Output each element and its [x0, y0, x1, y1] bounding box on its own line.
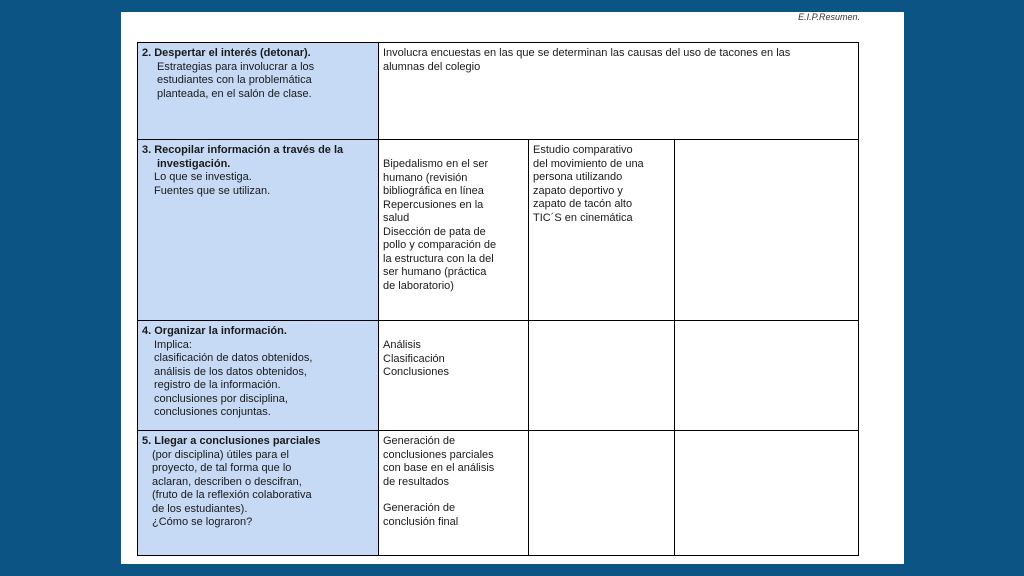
step-5-title: 5. Llegar a conclusiones parciales [142, 435, 321, 447]
step-3-col3-cell [675, 140, 859, 321]
step-4-col2-cell [529, 321, 675, 431]
step-3-col1-line: ser humano (práctica [383, 266, 487, 278]
step-4-title: 4. Organizar la información. [142, 325, 287, 337]
step-3-col2-line: zapato deportivo y [533, 184, 623, 197]
step-4-col1-line: Análisis [383, 339, 421, 351]
page-header: E.I.P.Resumen. [798, 12, 860, 22]
step-2-line: planteada, en el salón de clase. [157, 87, 312, 100]
step-3-title: 3. Recopilar información a través de la [142, 144, 344, 156]
step-2-title: 2. Despertar el interés (detonar). [142, 47, 311, 59]
step-3-col1-line: bibliográfica en línea [383, 185, 484, 197]
step-3-col2-line: zapato de tacón alto [533, 198, 633, 210]
step-3-line: Fuentes que se utilizan. [154, 184, 271, 197]
step-4-line: Implica: [154, 338, 192, 351]
step-3-col1-line: pollo y comparación de [383, 239, 497, 251]
step-3-col1-line: humano (revisión [383, 171, 468, 184]
table-row [138, 140, 859, 321]
step-5-cell [138, 431, 379, 556]
step-4-col3-cell [675, 321, 859, 431]
step-2-content: alumnas del colegio [383, 60, 481, 73]
step-3-col1-line: salud [383, 212, 410, 224]
step-3-col1-cell [379, 140, 529, 321]
step-4-line: registro de la información. [154, 379, 281, 391]
document-page [121, 12, 904, 564]
step-5-col1-line: Generación de [383, 502, 456, 514]
step-3-col2-line: del movimiento de una [533, 157, 644, 170]
table-row [138, 431, 859, 556]
step-5-col1-cell [379, 431, 529, 556]
step-5-line: proyecto, de tal forma que lo [152, 462, 292, 474]
step-5-line: (fruto de la reflexión colaborativa [152, 489, 312, 501]
step-2-line: estudiantes con la problemática [157, 74, 312, 86]
step-5-col1-line: Generación de [383, 435, 456, 447]
step-3-title: investigación. [157, 157, 231, 170]
step-3-col1-line: la estructura con la del [383, 252, 494, 265]
step-4-line: clasificación de datos obtenidos, [154, 352, 313, 364]
table-row [138, 43, 859, 140]
step-5-col3-cell [675, 431, 859, 556]
step-4-col1-line: Conclusiones [383, 366, 450, 378]
step-3-col2-line: TIC´S en cinemática [533, 211, 633, 224]
step-5-question: ¿Cómo se lograron? [152, 516, 253, 528]
step-5-line: de los estudiantes). [152, 502, 248, 515]
step-4-line: análisis de los datos obtenidos, [154, 365, 307, 378]
step-5-col1-line: de resultados [383, 475, 450, 488]
step-2-content-cell [379, 43, 859, 140]
step-3-col1-line: Repercusiones en la [383, 198, 484, 211]
step-5-col1-line: conclusión final [383, 515, 459, 528]
step-4-col1-cell [379, 321, 529, 431]
step-3-cell [138, 140, 379, 321]
step-3-col2-cell [529, 140, 675, 321]
step-4-cell [138, 321, 379, 431]
step-3-col1-line: de laboratorio) [383, 279, 454, 292]
step-2-cell [138, 43, 379, 140]
spacer [383, 489, 524, 502]
table-row [138, 321, 859, 431]
step-3-col2-line: Estudio comparativo [533, 144, 633, 156]
step-3-col2-line: persona utilizando [533, 171, 623, 183]
step-3-col1-line: Bipedalismo en el ser [383, 158, 489, 170]
eip-summary-table [137, 42, 859, 556]
step-4-line: conclusiones conjuntas. [154, 406, 271, 418]
step-5-col2-cell [529, 431, 675, 556]
step-4-col1-line: Clasificación [383, 352, 445, 365]
step-5-col1-line: con base en el análisis [383, 462, 495, 474]
step-5-col1-line: conclusiones parciales [383, 448, 494, 461]
step-4-line: conclusiones por disciplina, [154, 392, 288, 405]
step-3-col1-line: Disección de pata de [383, 225, 486, 238]
step-3-line: Lo que se investiga. [154, 171, 252, 183]
step-2-line: Estrategias para involucrar a los [157, 60, 315, 73]
step-5-line: (por disciplina) útiles para el [152, 448, 289, 461]
step-5-line: aclaran, describen o descifran, [152, 475, 302, 488]
step-2-content: Involucra encuestas en las que se determinan las causas del uso de tacones en las [383, 47, 791, 59]
